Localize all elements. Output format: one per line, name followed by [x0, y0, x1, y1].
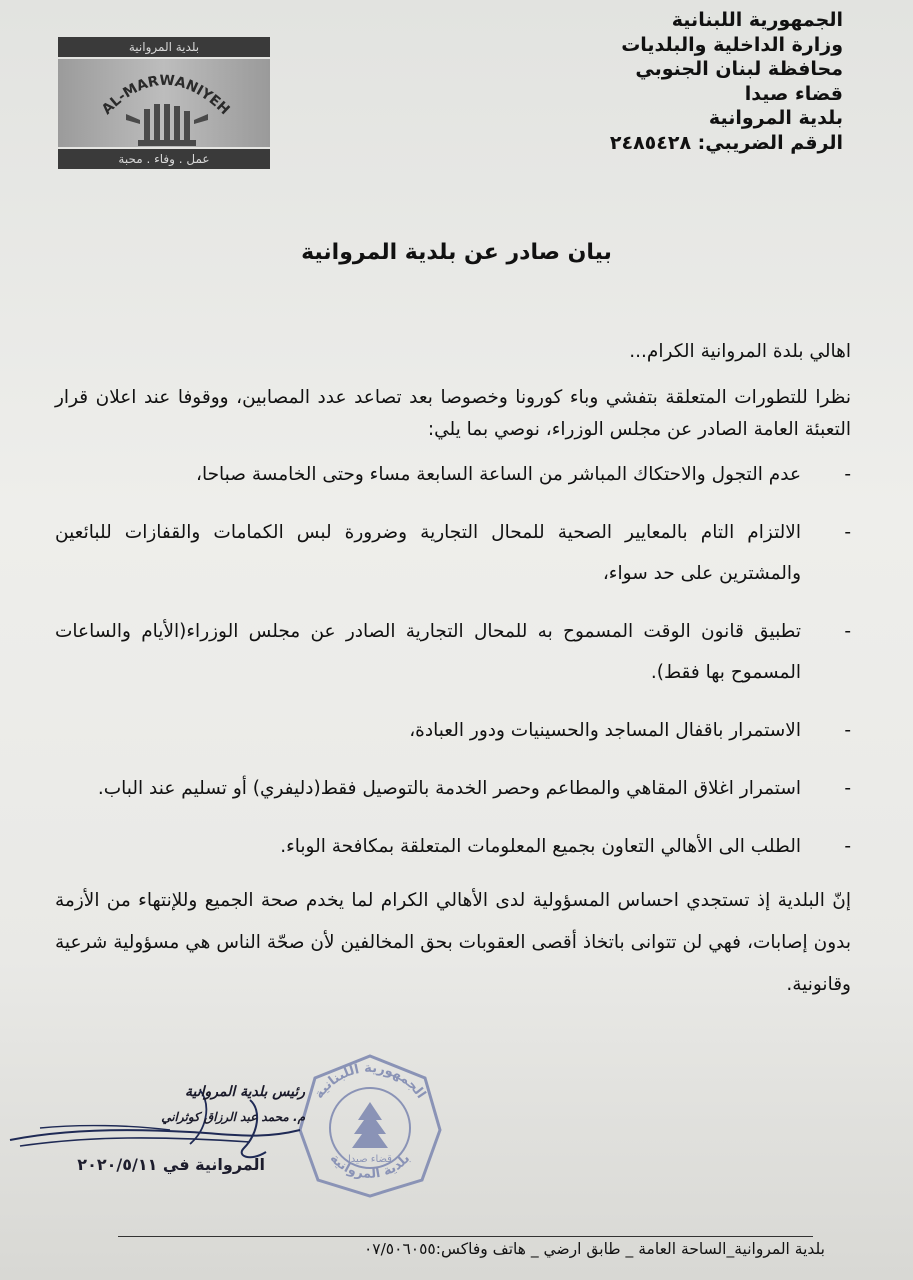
closing-paragraph: إنّ البلدية إذ تستجدي احساس المسؤولية لدى الأهالي الكرام لما يخدم صحة الجميع وللإنتهاء من الأزمة بدون إصابات، فهي لن تتوانى باتخاذ أقصى العقوبات بحق المخالفين لأن صحّة الناس هي مسؤولية شرعية وقانونية. [55, 890, 851, 995]
svg-text:قضاء صيدا: قضاء صيدا [348, 1154, 392, 1165]
intro-paragraph: نظرا للتطورات المتعلقة بتفشي وباء كورونا وخصوصا بعد تصاعد عدد المصابين، ووقوفا عند اعلان قرار التعبئة العامة الصادر عن مجلس الوزراء، نوصي بما يلي: [55, 387, 851, 440]
letterhead-ministry: وزارة الداخلية والبلديات [621, 33, 843, 56]
list-item: - الطلب الى الأهالي التعاون بجميع المعلومات المتعلقة بمكافحة الوباء. [280, 836, 851, 857]
municipality-logo [58, 32, 270, 177]
logo-emblem-icon [58, 54, 270, 154]
signatory-title: رئيس بلدية المروانية [184, 1084, 305, 1100]
letterhead [583, 8, 843, 155]
letterhead-republic: الجمهورية اللبنانية [671, 9, 843, 31]
list-item: - الالتزام التام بالمعايير الصحية للمحال التجارية وضرورة لبس الكمامات والقفازات للبائعين والمشترين على حد سواء، [55, 522, 851, 584]
letterhead-district: قضاء صيدا [744, 82, 843, 105]
recommendations-list [55, 454, 851, 867]
list-item: - تطبيق قانون الوقت المسموح به للمحال التجارية الصادر عن مجلس الوزراء(الأيام والساعات المسموح بها فقط). [55, 621, 851, 683]
footer-contact: بلدية المروانية_الساحة العامة _ طابق ارضي _ هاتف وفاكس:٠٧/٥٠٦٠٥٥ [363, 1240, 825, 1258]
greeting: اهالي بلدة المروانية الكرام... [629, 341, 851, 362]
statement-body [55, 336, 851, 1006]
list-item: - الاستمرار باقفال المساجد والحسينيات ودور العبادة، [409, 720, 851, 741]
svg-text:بلدية المروانية: بلدية المروانية [326, 1151, 414, 1182]
logo-motto-band: عمل . وفاء . محبة [58, 149, 270, 169]
svg-text:الجمهورية اللبنانية: الجمهورية اللبنانية [311, 1060, 429, 1102]
tax-number: الرقم الضريبي: ٢٤٨٥٤٢٨ [609, 131, 843, 154]
letterhead-municipality: بلدية المروانية [708, 107, 843, 129]
list-item: - استمرار اغلاق المقاهي والمطاعم وحصر الخدمة بالتوصيل فقط(دليفري) أو تسليم عند الباب. [97, 778, 851, 799]
signatory-name: م. محمد عبد الرزاق كوثراني [161, 1110, 305, 1124]
statement-title: بيان صادر عن بلدية المروانية [301, 240, 612, 265]
letterhead-governorate: محافظة لبنان الجنوبي [635, 58, 843, 80]
signatory [155, 1080, 305, 1130]
place-and-date: المروانية في ٢٠٢٠/٥/١١ [77, 1155, 265, 1174]
logo-top-band: بلدية المروانية [58, 37, 270, 57]
list-item: - عدم التجول والاحتكاك المباشر من الساعة السابعة مساء وحتى الخامسة صباحا، [195, 464, 851, 485]
logo-latin-text: AL-MARWANIYEH [99, 72, 233, 119]
footer-divider [118, 1236, 813, 1237]
